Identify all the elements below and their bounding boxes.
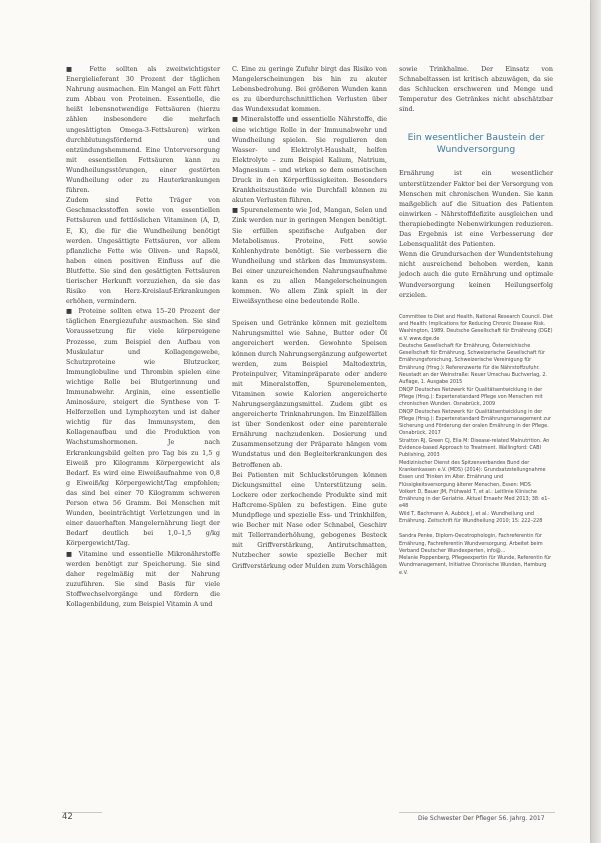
footer-rule-right <box>399 812 555 813</box>
paragraph-vitamine: ■ Vitamine und essentielle Mikronährstoffe werden benötigt zur Speicherung. Sie sind daher regelmäßig mit der Nahrung zuzuführen. Sie sind Basis für viele Stoffwechselvorgänge und fördern die Kollagenbildung, zum Beispiel Vitamin A und <box>66 549 220 608</box>
author-item: Melanie Poppenberg, Pflegeexpertin für Wunde, Referentin für Wundmanagement, Initiative Chronische Wunden, Hamburg e.V. <box>399 555 552 576</box>
column-1 <box>66 64 220 609</box>
paragraph-schluckstoerung: Bei Patienten mit Schluckstörungen können Dickungsmittel eine Unterstützung sein. Lockere oder zerkochende Produkte sind mit Haftcreme-Spülen zu befestigen. Eine gute Mundpflege und spezielle Ess- und Trinkhilfen, wie Becher mit Nase oder Schnabel, Geschirr mit Tellerranderhöhung, gebogenes Besteck mit Griffverstärkung, Antirutschmatten, Nutzbecher sowie spezielle Becher mit Griffverstärkung oder Mulden zum Vorschlägen <box>232 470 387 570</box>
paragraph-speisen: Speisen und Getränke können mit gezieltem Nahrungsmittel wie Sahne, Butter oder Öl angereichert werden. Gewohnte Speisen können durch Nahrungsergänzung aufgewertet werden, zum Beispiel Maltodextrin, Proteinpulver, Vitaminpräparate oder andere mit Mineralstoffen, Spurenelementen, Vitaminen sowie Kalorien angereicherte Nahrungsergänzungsmittel. Zudem gibt es angereicherte Trinknahrungen. Im Einzelfällen ist über Sondenkost oder eine parenterale Ernährung nachzudenken. Dosierung und Zusammensetzung der Präparate hängen vom Wundstatus und den Begleiterkrankungen des Betroffenen ab. <box>232 319 388 469</box>
author-item: Sandra Penke, Diplom-Oecotrophologin, Fachreferentin für Ernährung, Fachreferentin Wundversorgung. Arbeitet beim Verband Deutscher Wundexperten, info@… <box>399 533 543 554</box>
column-2 <box>232 64 387 571</box>
page-number: 42 <box>62 812 73 822</box>
paragraph-trinkhalme: sowie Trinkhalme. Der Einsatz von Schnabeltassen ist kritisch abzuwägen, da sie das Schlucken erschweren und Menge und Temperatur des Getränkes nicht abschätzbar sind. <box>399 65 553 114</box>
reference-list <box>399 314 553 526</box>
page-edge <box>591 0 601 843</box>
paragraph-grundursachen: Wenn die Grundursachen der Wundentstehung nicht ausreichend behoben werden, kann jedoch auch die gute Ernährung und optimale Wundversorgung keinen Heilungserfolg erzielen. <box>399 250 553 299</box>
paragraph-ernaehrung: Ernährung ist ein wesentlicher unterstützender Faktor bei der Versorgung von Menschen mit chronischen Wunden. Sie kann maßgeblich auf die Situation des Patienten einwirken – Nährstoffdefizite ausgleichen und therapiebedingte Nebenwirkungen reduzieren. Das Ergebnis ist eine Verbesserung der Lebensqualität des Patienten. <box>399 169 553 249</box>
reference-item: DNQP Deutsches Netzwerk für Qualitätsentwicklung in der Pflege (Hrsg.): Expertenstandard Pflege von Menschen mit chronischen Wunden. Osnabrück, 2009 <box>399 386 543 408</box>
paragraph-spurenelemente: ■ Spurenelemente wie Jod, Mangan, Selen und Zink werden nur in geringen Mengen benötigt. Sie erfüllen spezifische Aufgaben der Metabolismus. Proteine, Fett sowie Kohlenhydrate benötigt. Sie verbessern die Wundheilung und stärken das Immunsystem. Bei einer unzureichenden Nahrungsaufnahme kann es zu allen Mangelerscheinungen kommen. Wo allem Zink spielt in der Eiweißsynthese eine bedeutende Rolle. <box>232 206 387 306</box>
paragraph-fette: ■ Fette sollten als zweitwichtigster Energielieferant 30 Prozent der täglichen Nahrung ausmachen. Ein Mangel an Fett führt zum Abbau von Proteinen. Essentielle, die heißt lebensnotwendige Fettsäuren (hierzu zählen insbesondere die mehrfach ungesättigten Omega-3-Fettsäuren) wirken durchblutungsfördernd und entzündungshemmend. Eine Unterversorgung mit essentiellen Fettsäuren kann zu Wundheilungsstörungen, einer gestörten Wundheilung oder zu Hauterkrankungen führen. <box>66 65 220 195</box>
reference-item: Stratton RJ, Green CJ, Elia M: Disease-related Malnutrition. An Evidence-based Approach to Treatment. Wallingford: CABI Publishing, 2003 <box>399 437 550 459</box>
reference-item: Deutsche Gesellschaft für Ernährung, Österreichische Gesellschaft für Ernährung, Schweizerische Gesellschaft für Ernährungsforschung, Schweizerische Vereinigung für Ernährung (Hrsg.): Referenzwerte für die Nährstoffzufuhr. Neustadt an der Weinstraße: Neuer Umschau Buchverlag, 2. Auflage, 1. Ausgabe 2015 <box>399 342 547 386</box>
paragraph-mineralstoffe: ■ Mineralstoffe und essentielle Nährstoffe, die eine wichtige Rolle in der Immunabwehr und Wundheilung spielen. Sie regulieren den Wasser- und Elektrolyt-Haushalt, helfen Elektrolyte – zum Beispiel Kalium, Natrium, Magnesium – und wirken so dem osmotischen Druck in den Körperflüssigkeiten. Besonders Krankheitszustände wie Durchfall können zu akuten Verlusten führen. <box>232 115 387 205</box>
paragraph-zufuhr: C. Eine zu geringe Zufuhr birgt das Risiko von Mangelerscheinungen bis hin zu akuter Lebensbedrohung. Bei größeren Wunden kann es zu überdurchschnittlichen Verlusten über das Wundexsudat kommen. <box>232 65 387 114</box>
author-info <box>399 533 553 577</box>
reference-item: Wild T, Bachmann A, Auböck J, et al.: Wundheilung und Ernährung. Zeitschrift für Wundheilung 2010; 15: 222–228 <box>399 510 543 524</box>
reference-item: Volkert D, Bauer JM, Frühwald T, et al.: Leitlinie Klinische Ernährung in der Geriatrie. Aktuel Ernaehr Med 2013; 38: e1–e48 <box>399 488 550 510</box>
journal-footer: Die Schwester Der Pfleger 56. Jahrg. 2017 <box>418 815 545 822</box>
reference-item: Medizinischer Dienst des Spitzenverbandes Bund der Krankenkassen e.V. (MDS) (2014): Grundsatzstellungnahme Essen und Trinken im Alter. Ernährung und Flüssigkeitsversorgung älterer Menschen, Essen: MDS <box>399 459 546 488</box>
paragraph-gap <box>232 306 387 318</box>
reference-item: DNQP Deutsches Netzwerk für Qualitätsentwicklung in der Pflege (Hrsg.): Expertenstandard Ernährungsmanagement zur Sicherung und Förderung der oralen Ernährung in der Pflege. Osnabrück, 2017 <box>399 408 552 437</box>
paragraph-geschmack: Zudem sind Fette Träger von Geschmacksstoffen sowie von essentiellen Fettsäuren und fettlöslichen Vitaminen (A, D, E, K), die für die Wundheilung benötigt werden. Ungesättigte Fettsäuren, vor allem pflanzliche Fette wie Oliven- und Rapsöl, haben einen positiven Einfluss auf die Blutfette. Sie sind den gesättigten Fettsäuren tierischer Herkunft vorzuziehen, da sie das Risiko von Herz-Kreislauf-Erkrankungen erhöhen, vermindern. <box>66 196 220 306</box>
reference-item: Committee to Diet and Health, National Research Council. Diet and Health: Implications for Reducing Chronic Disease Risk. Washington, 1989. Deutsche Gesellschaft für Ernährung (DGE) e.V. www.dge.de <box>399 313 553 342</box>
section-heading: Ein wesentlicher Baustein der Wundversorgung <box>407 132 545 156</box>
column-3 <box>399 64 553 577</box>
paragraph-proteine: ■ Proteine sollten etwa 15–20 Prozent der täglichen Energiezufuhr ausmachen. Sie sind Voraussetzung für viele körpereigene Prozesse, zum Beispiel den Aufbau von Muskulatur und Kollagengewebe, Schutzproteine wie Blutzucker, Immunglobuline und Thrombin spielen eine wichtige Rolle bei Blutgerinnung und Immunabwehr. Arginin, eine essentielle Aminosäure, steigert die Synthese von T-Helferzellen und Lymphozyten und ist daher wichtig für das Immunsystem, den Kollagenaufbau und die Produktion von Wachstumshormonen. Je nach Erkrankungsbild gelten pro Tag bis zu 1,5 g Eiweiß pro Kilogramm Körpergewicht als Bedarf. Es wird eine Eiweißaufnahme von 0,8 g Eiweiß/kg Körpergewicht/Tag empfohlen; das sind bei einer 70 Kilogramm schweren Person etwa 56 Gramm. Bei Menschen mit Wunden, beeinträchtigt Verletzungen und in einer dauerhaften Mangelernährung liegt der Bedarf deutlich bei 1,0–1,5 g/kg Körpergewicht/Tag. <box>66 307 220 548</box>
